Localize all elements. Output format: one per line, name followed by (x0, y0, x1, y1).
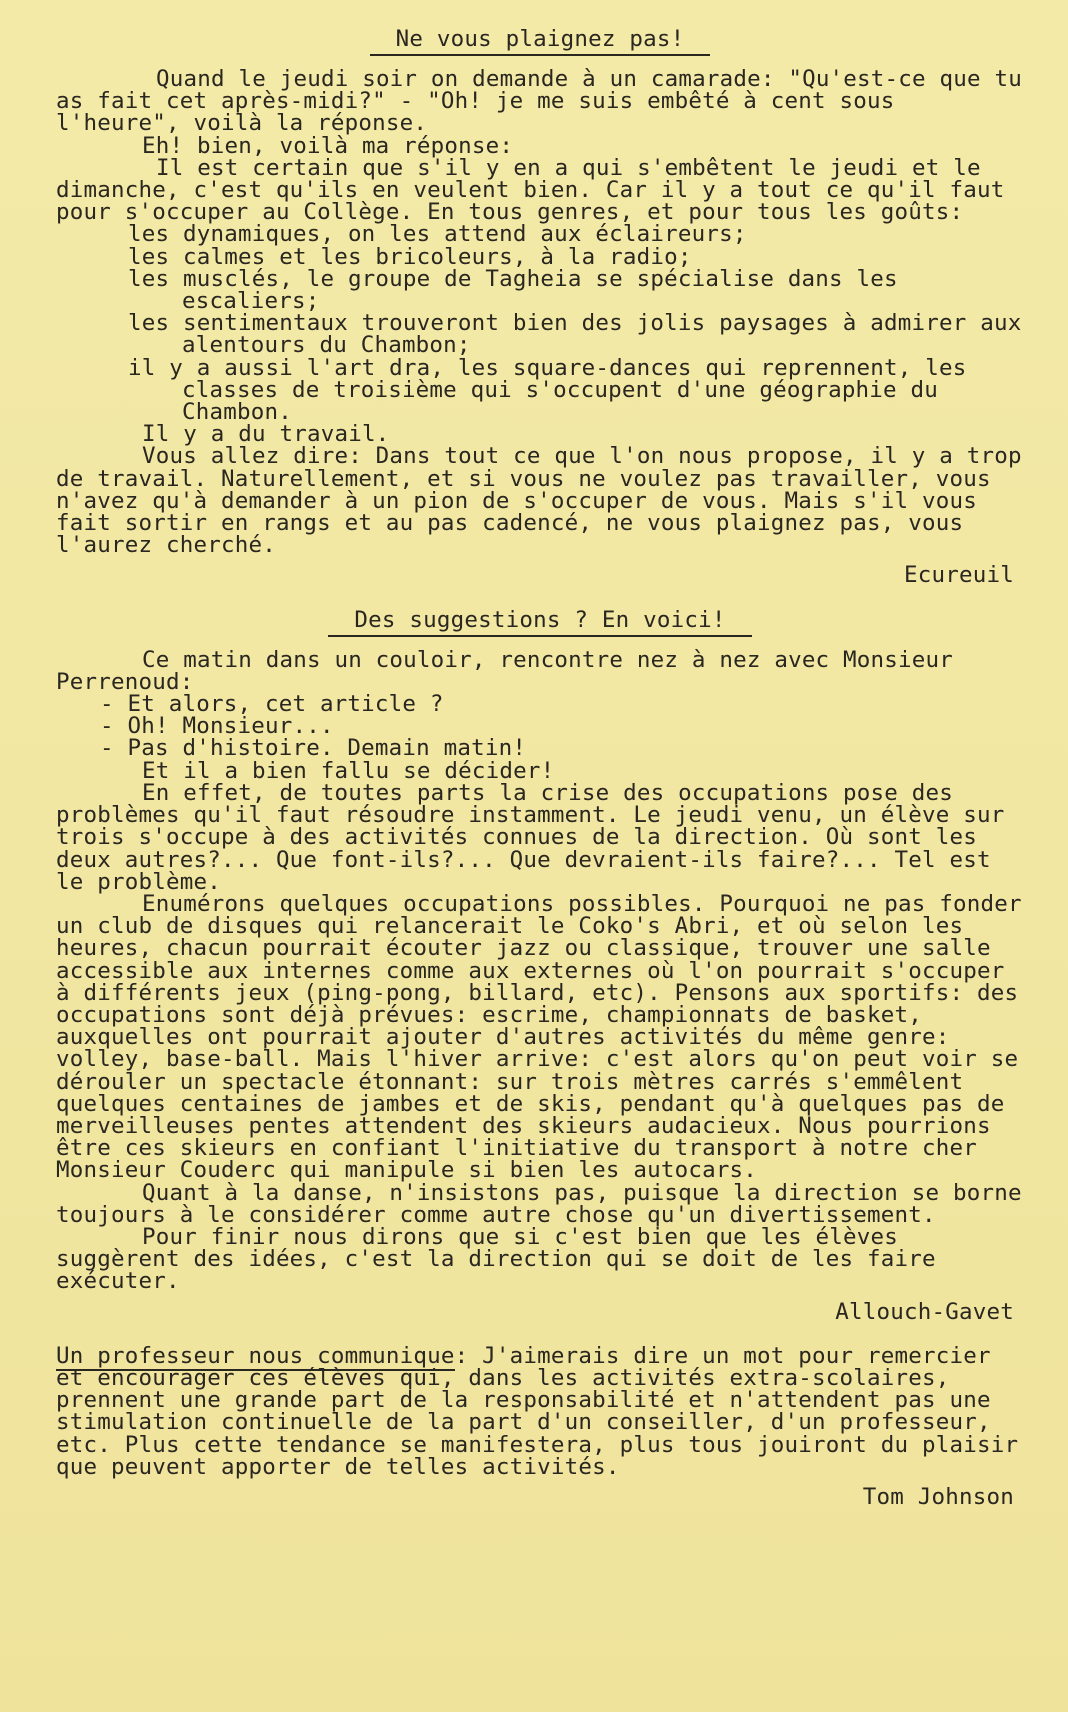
article-title: Ne vous plaignez pas! (56, 26, 1024, 56)
dialogue-line: - Pas d'histoire. Demain matin! (100, 735, 527, 762)
list-item: les musclés, le groupe de Tagheia se spécialise dans les escaliers; (128, 265, 898, 315)
paragraph: Et il a bien fallu se décider! (142, 757, 555, 784)
paragraph: Enumérons quelques occupations possibles. Pourquoi ne pas fonder un club de disques qui relancerait le Coko's Abri, et où selon les heures, chacun pourrait écouter jazz ou classique, trouver une salle accessible aux internes comme aux externes où l'on pourrait s'occuper à différents jeux (ping-pong, billard, etc). Pensons aux sportifs: des occupations sont déjà prévues: escrime, championnats de basket, auxquelles ont pourrait ajouter d'autres activités du même genre: volley, base-ball. Mais l'hiver arrive: c'est alors qu'on peut voir se dérouler un spectacle étonnant: sur trois mètres carrés s'emmêlent quelques centaines de jambes et de skis, pendant qu'à quelques pas de merveilleuses pentes attendent des skieurs audacieux. Nous pourrions être ces skieurs en confiant l'initiative du transport à notre cher Monsieur Couderc qui manipule si bien les autocars. (56, 890, 1022, 1184)
signature: Tom Johnson (862, 1483, 1014, 1510)
paragraph: Eh! bien, voilà ma réponse: (142, 132, 514, 159)
list-item: les calmes et les bricoleurs, à la radio; (128, 243, 692, 270)
dialogue-line: - Oh! Monsieur... (100, 713, 334, 740)
article-title: Des suggestions ? En voici! (56, 607, 1024, 637)
paragraph: Pour finir nous dirons que si c'est bien que les élèves suggèrent des idées, c'est la direction qui se doit de les faire exécuter. (56, 1223, 936, 1295)
dialogue-line: - Et alors, cet article ? (100, 691, 444, 718)
list-item: les dynamiques, on les attend aux éclaireurs; (128, 221, 747, 248)
signature: Allouch-Gavet (835, 1298, 1014, 1325)
article-un-professeur (56, 1342, 1024, 1510)
article-ne-vous-plaignez-pas (56, 26, 1024, 587)
paragraph: Il est certain que s'il y en a qui s'embêtent le jeudi et le dimanche, c'est qu'ils en veulent bien. Car il y a tout ce qu'il faut pour s'occuper au Collège. En tous genres, et pour tous les goûts: (56, 154, 1005, 226)
list-item: il y a aussi l'art dra, les square-dances qui reprennent, les classes de troisième qui s'occupent d'une géographie du Chambon. (128, 354, 967, 426)
list-item: les sentimentaux trouveront bien des jolis paysages à admirer aux alentours du Chambon; (128, 310, 1022, 359)
article-des-suggestions (56, 607, 1024, 1323)
paragraph: En effet, de toutes parts la crise des occupations pose des problèmes qu'il faut résoudre instamment. Le jeudi venu, un élève sur trois s'occupe à des activités connues de la direction. Où sont les deux autres?... Que font-ils?... Que devraient-ils faire?... Tel est le problème. (56, 779, 1005, 895)
signature: Ecureuil (904, 562, 1014, 589)
lead-heading: Un professeur nous communique (56, 1342, 455, 1369)
paragraph: Quand le jeudi soir on demande à un camarade: "Qu'est-ce que tu as fait cet après-midi?" - "Oh! je me suis embêté à cent sous l'heure", voilà la réponse. (56, 66, 1023, 137)
paragraph (56, 1342, 1024, 1480)
paragraph: Vous allez dire: Dans tout ce que l'on nous propose, il y a trop de travail. Naturellement, et si vous ne voulez pas travailler, vous n'avez qu'à demander à un pion de s'occuper de vous. Mais s'il vous fait sortir en rangs et au pas cadencé, ne vous plaignez pas, vous l'aurez cherché. (56, 443, 1022, 559)
paragraph: Il y a du travail. (142, 421, 390, 448)
paragraph: Ce matin dans un couloir, rencontre nez à nez avec Monsieur Perrenoud: (56, 646, 954, 695)
lead-text: : J'aimerais dire un mot pour remercier et encourager ces élèves qui, dans les activités extra-scolaires, prennent une grande part de la responsabilité et n'attendent pas une stimulation continuelle de la part d'un conseiller, d'un professeur, etc. Plus cette tendance se manifestera, plus tous jouiront du plaisir que peuvent apporter de telles activités. (56, 1342, 1019, 1480)
activity-list (56, 221, 1024, 426)
dialogue (56, 693, 1024, 760)
paragraph: Quant à la danse, n'insistons pas, puisque la direction se borne toujours à le considérer comme autre chose qu'un divertissement. (56, 1179, 1022, 1228)
